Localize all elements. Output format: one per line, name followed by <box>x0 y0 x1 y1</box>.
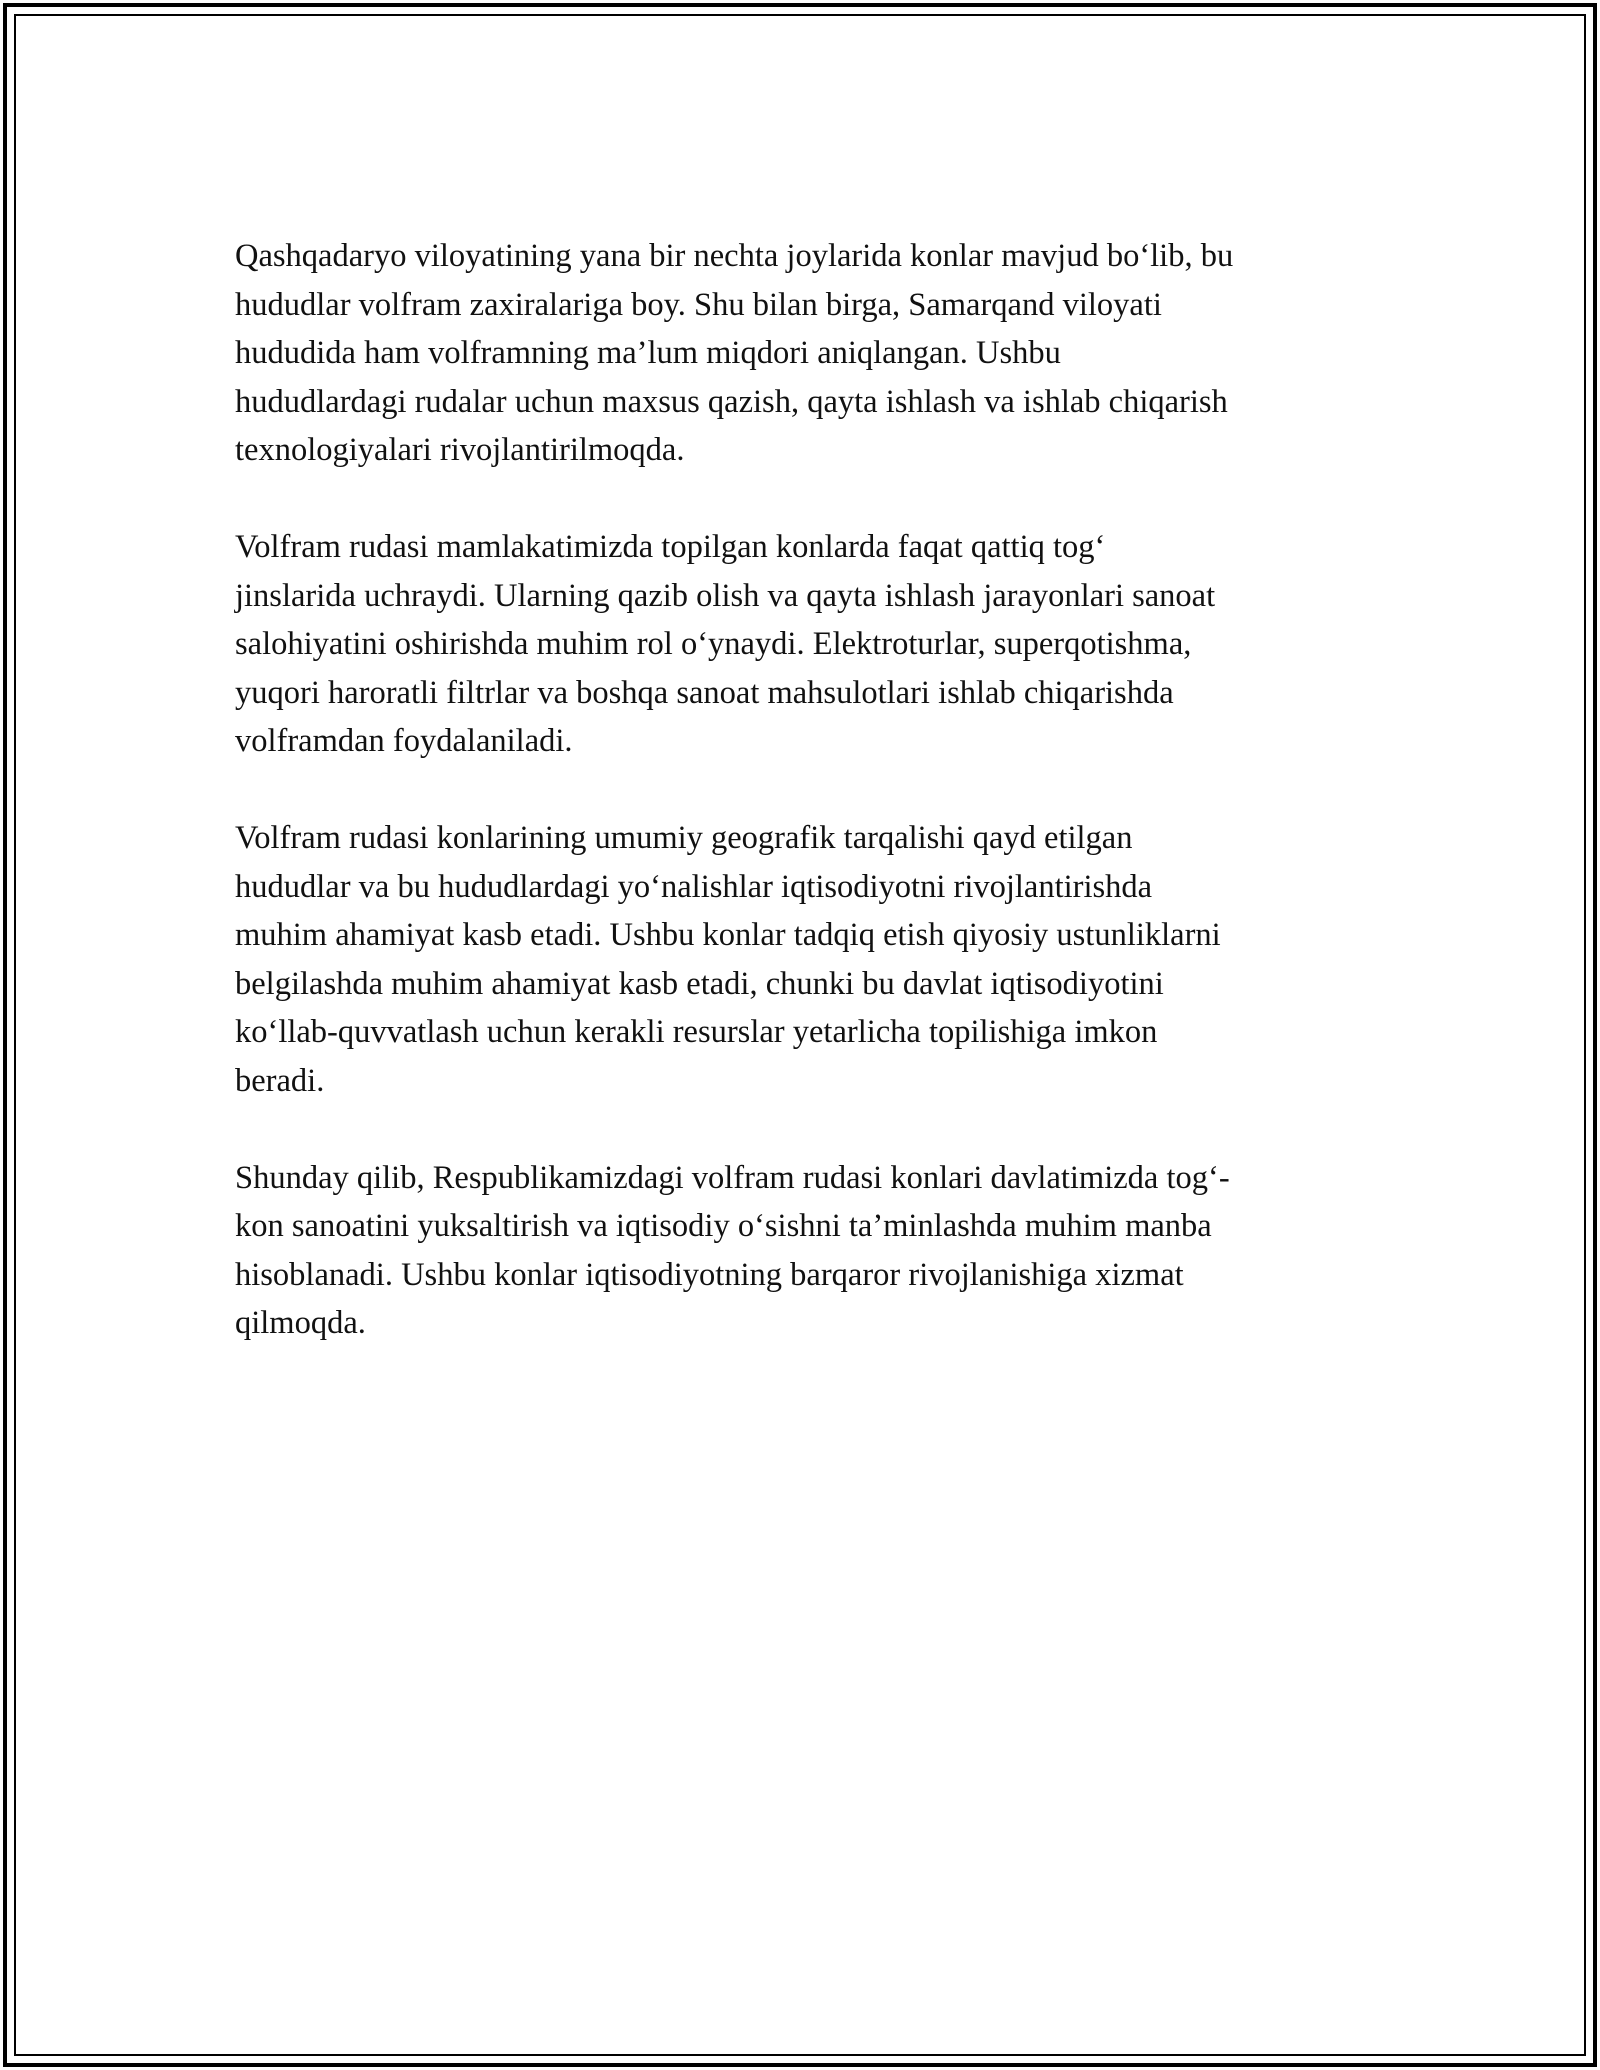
paragraph-4: Shunday qilib, Respublikamizdagi volfram rudasi konlari davlatimizda tog‘- kon sanoatini yuksaltirish va iqtisodiy o‘sishni ta’minlashda muhim manba hisoblanadi. Ushbu konlar iqtisodiyotning barqaror rivojlanishiga xizmat qilmoqda. <box>235 1159 1230 1341</box>
paragraph-2: Volfram rudasi mamlakatimizda topilgan konlarda faqat qattiq tog‘ jinslarida uchraydi. Ularning qazib olish va qayta ishlash jarayonlari sanoat salohiyatini oshirishda muhim rol o‘ynaydi. Elektroturlar, superqotishma, yuqori haroratli filtrlar va boshqa sanoat mahsulotlari ishlab chiqarishda volframdan foydalaniladi. <box>235 529 1216 759</box>
paragraph-1: Qashqadaryo viloyatining yana bir nechta joylarida konlar mavjud bo‘lib, bu hududlar volfram zaxiralariga boy. Shu bilan birga, Samarqand viloyati hududida ham volframning ma’lum miqdori aniqlangan. Ushbu hududlardagi rudalar uchun maxsus qazish, qayta ishlash va ishlab chiqarish texnologiyalari rivojlantirilmoqda. <box>235 238 1234 468</box>
document-body <box>235 232 1375 1396</box>
paragraph-3: Volfram rudasi konlarining umumiy geografik tarqalishi qayd etilgan hududlar va bu hududlardagi yo‘nalishlar iqtisodiyotni rivojlantirishda muhim ahamiyat kasb etadi. Ushbu konlar tadqiq etish qiyosiy ustunliklarni belgilashda muhim ahamiyat kasb etadi, chunki bu davlat iqtisodiyotini ko‘llab-quvvatlash uchun kerakli resurslar yetarlicha topilishiga imkon beradi. <box>235 820 1221 1099</box>
